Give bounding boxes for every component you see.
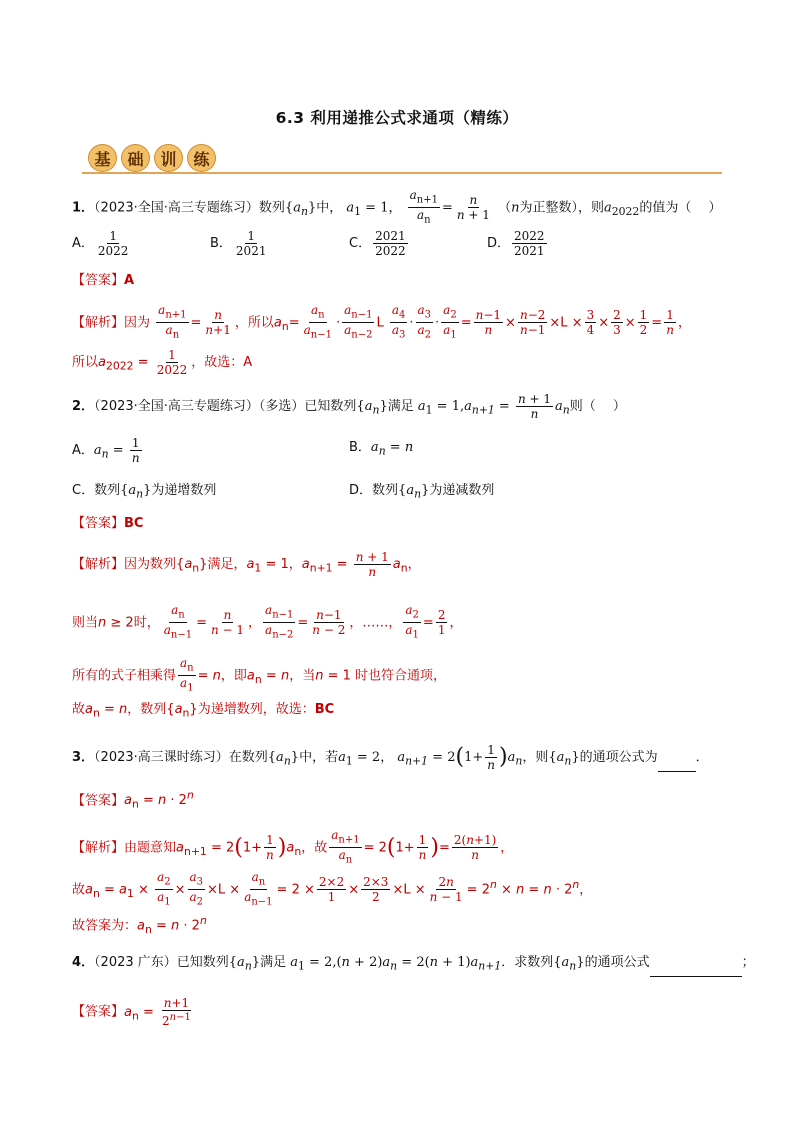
q1-analysis-conclusion: 所以$a_{2022}$ = $\frac{1}{2022}$ ，故选：A bbox=[72, 348, 253, 377]
q2-option-a: A．$a_n$ = $\frac{1}{n}$ bbox=[72, 436, 140, 465]
q2-analysis: 【解析】因为数列$\{a_n\}$满足，$a_1 = 1$，$a_{n+1}$ = $\frac{n + 1}{n}$ $a_n$， bbox=[72, 550, 421, 579]
banner-char: 训 bbox=[154, 144, 183, 172]
banner-char: 基 bbox=[88, 144, 117, 172]
banner-chars bbox=[88, 144, 216, 172]
q4-answer-blank bbox=[650, 976, 742, 977]
q3-answer-blank bbox=[658, 771, 696, 772]
banner-divider bbox=[82, 172, 722, 174]
banner-char: 练 bbox=[187, 144, 216, 172]
q1-option-c: C． $\frac{2021}{2022}$ bbox=[349, 229, 406, 258]
q3-analysis: 【解析】由题意知$a_{n+1} = 2(1+$ $\frac{1}{n}$ )$a_n$，故 $\frac{a_{n+1}}{a_n}$ = 2(1+ $\frac{1}{n}$ )= $\frac{2(n+1)}{n}$ ， bbox=[72, 828, 514, 866]
q1-option-d: D． $\frac{2022}{2021}$ bbox=[487, 229, 545, 258]
q1-stem: 1．（2023·全国·高三专题练习）数列$\{a_n\}$中， $a_1 = 1$， $\frac{a_{n+1}}{a_n}$ = $\frac{n}{n + 1}$ （n为正整数），则$a_{2022}$的值为（ ） bbox=[72, 188, 722, 226]
page-title: 6.3 利用递推公式求通项（精练） bbox=[275, 109, 519, 127]
q2-option-c: C．数列$\{a_n\}$为递增数列 bbox=[72, 483, 217, 501]
q2-option-b: B．$a_n = n$ bbox=[349, 440, 414, 458]
q4-answer: 【答案】$a_n$ = $\frac{n+1}{2^{n-1}}$ bbox=[72, 996, 191, 1028]
section-banner bbox=[82, 144, 722, 174]
q4-stem: 4．（2023 广东）已知数列$\{a_n\}$满足 $a_1 = 2,(n + 2)a_n = 2(n + 1)a_{n+1}$．求数列$\{a_n\}$的通项公式 ； bbox=[72, 953, 755, 977]
q1-analysis: 【解析】因为 $\frac{a_{n+1}}{a_n}$ = $\frac{n}{n+1}$ ，所以$a_n=$ $\frac{a_n}{a_{n-1}}$ · $\frac{a_{n-1}}{a_{n-2}}$ L $\frac{a_4}{a_3}$ · $\frac{a_3}{a_2}$ · $\frac{a_2}{a_1}$ = $\frac{n-1}{n}$ × $\frac{n-2}{n-1}$ ×L × $\frac{3}{4}$ × $\frac{2}{3}$ × $\frac{1}{2}$ = $\frac{1}{n}$ ， bbox=[72, 303, 691, 341]
q1-option-a: A． $\frac{1}{2022}$ bbox=[72, 229, 129, 258]
q2-analysis-line2: 则当n ≥ 2时， $\frac{a_n}{a_{n-1}}$ = $\frac{n}{n - 1}$ ， $\frac{a_{n-1}}{a_{n-2}}$ = $\frac{n-1}{n - 2}$ ，……， $\frac{a_2}{a_1}$ = $\frac{2}{1}$ ， bbox=[72, 603, 463, 641]
q2-stem: 2．（2023·全国·高三专题练习）（多选）已知数列$\{a_n\}$满足 $a_1 = 1,a_{n+1}$ = $\frac{n + 1}{n}$ $a_n$则（ ） bbox=[72, 392, 626, 421]
q3-analysis-conclusion: 故答案为：$a_n = n \cdot 2^n$ bbox=[72, 914, 207, 936]
q2-analysis-line3: 所有的式子相乘得 $\frac{a_n}{a_1}$ = n，即$a_n = n$，当n = 1 时也符合通项， bbox=[72, 656, 447, 694]
banner-char: 础 bbox=[121, 144, 150, 172]
q3-stem: 3．（2023·高三课时练习）在数列$\{a_n\}$中，若$a_1 = 2$， $a_{n+1} = 2(1+$ $\frac{1}{n}$ )$a_n$，则$\{a_n\}$的通项公式为 ． bbox=[72, 743, 709, 772]
q2-answer: 【答案】BC bbox=[72, 516, 144, 531]
q3-analysis-line2: 故$a_n = a_1$ × $\frac{a_2}{a_1}$ × $\frac{a_3}{a_2}$ ×L × $\frac{a_n}{a_{n-1}}$ = 2 × $\frac{2\times 2}{1}$ × $\frac{2\times 3}{2}$ ×L × $\frac{2n}{n - 1}$ = $2^n \times n = n \cdot 2^n$， bbox=[72, 870, 593, 908]
q1-option-b: B． $\frac{1}{2021}$ bbox=[210, 229, 267, 258]
q2-option-d: D．数列$\{a_n\}$为递减数列 bbox=[349, 483, 495, 501]
q2-analysis-line4: 故$a_n = n$，数列$\{a_n\}$为递增数列，故选：BC bbox=[72, 702, 335, 720]
q3-answer: 【答案】$a_n = n \cdot 2^n$ bbox=[72, 789, 194, 811]
q1-answer: 【答案】A bbox=[72, 273, 135, 288]
